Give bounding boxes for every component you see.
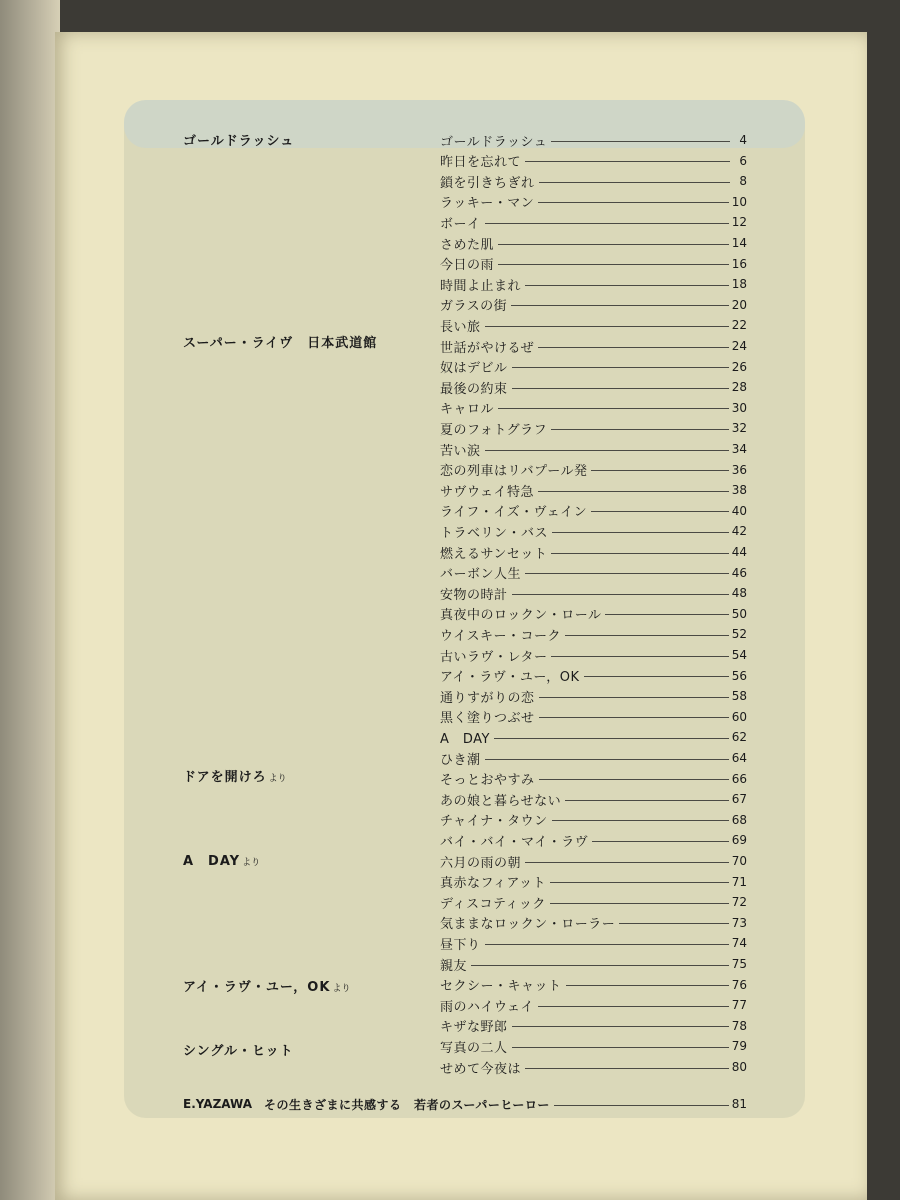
dot-leader (619, 923, 728, 924)
song-title: セクシー・キャット (440, 979, 562, 995)
song-title: 苦い涙 (440, 443, 481, 459)
page-number: 40 (731, 503, 747, 518)
song-title: ラッキー・マン (440, 196, 535, 212)
toc-entry (440, 522, 747, 540)
toc-entry (440, 419, 747, 437)
page-number: 79 (731, 1039, 747, 1054)
page-number: 76 (731, 977, 747, 992)
song-title: あの娘と暮らせない (440, 793, 562, 809)
page-number: 64 (731, 751, 747, 765)
song-title: 安物の時計 (440, 587, 508, 603)
toc-entry (440, 646, 747, 664)
toc-entry (440, 625, 747, 643)
dot-leader (498, 264, 729, 265)
toc-entry (440, 873, 747, 891)
song-title: ライフ・イズ・ヴェイン (440, 505, 588, 521)
toc-entry (440, 728, 747, 746)
song-title: キャロル (440, 402, 495, 418)
dot-leader (539, 182, 730, 183)
page-number: 14 (731, 236, 747, 250)
toc-entry (440, 770, 747, 788)
dot-leader (539, 697, 729, 698)
song-title: さめた肌 (440, 237, 495, 253)
toc-entry (440, 811, 747, 829)
section-heading (183, 332, 377, 351)
toc-entry (440, 687, 747, 705)
toc-entry (440, 337, 747, 355)
song-title: 今日の雨 (440, 258, 495, 274)
toc-entry (440, 255, 747, 273)
song-title: ウイスキー・コーク (440, 628, 561, 644)
page-number: 56 (731, 668, 747, 683)
song-title: アイ・ラヴ・ユー，OK (440, 670, 580, 686)
page-number: 36 (731, 462, 747, 477)
section-title: シングル・ヒット (183, 1044, 294, 1059)
page-number: 72 (731, 895, 747, 910)
song-title: バイ・バイ・マイ・ラヴ (440, 834, 589, 850)
toc-entry (440, 893, 747, 911)
song-title: 燃えるサンセット (440, 546, 548, 562)
toc-entry (440, 955, 747, 973)
section-heading (183, 766, 287, 785)
section-heading (183, 850, 260, 869)
dot-leader (565, 800, 729, 801)
toc-entry (440, 1037, 747, 1055)
footer-name: E.YAZAWA (183, 1097, 253, 1111)
dot-leader (538, 491, 729, 492)
dot-leader (512, 1047, 729, 1048)
dot-leader (498, 244, 729, 245)
page-number: 58 (731, 689, 747, 704)
dot-leader (525, 1068, 729, 1069)
song-title: 最後の約束 (440, 381, 508, 397)
page-number: 69 (731, 833, 747, 848)
page-number: 30 (731, 400, 747, 415)
toc-entry (440, 378, 747, 396)
toc-entry (440, 358, 747, 376)
page-number: 78 (731, 1018, 747, 1033)
dot-leader (525, 573, 729, 574)
dot-leader (512, 388, 729, 389)
dot-leader (551, 656, 728, 657)
footer-entry (183, 1095, 747, 1113)
song-title: 奴はデビル (440, 361, 508, 377)
dot-leader (538, 202, 728, 203)
dot-leader (566, 985, 729, 986)
section-title: ゴールドラッシュ (183, 134, 295, 149)
dot-leader (485, 944, 729, 945)
toc-entry (440, 316, 747, 334)
dot-leader (485, 223, 729, 224)
toc-entry (440, 708, 747, 726)
song-title: バーボン人生 (440, 567, 522, 583)
song-title: A DAY (440, 731, 490, 747)
section-title: ドアを開けろ (183, 770, 267, 785)
dot-leader (538, 347, 729, 348)
toc-entry (440, 275, 747, 293)
toc-entry (440, 296, 747, 314)
dot-leader (539, 779, 729, 780)
song-title: 長い旅 (440, 319, 481, 335)
toc-entry (440, 213, 747, 231)
page-number: 68 (731, 812, 747, 827)
dot-leader (554, 1105, 729, 1106)
dot-leader (592, 841, 728, 842)
toc-entry (440, 852, 747, 870)
dot-leader (494, 738, 729, 739)
dot-leader (591, 511, 729, 512)
song-title: 写真の二人 (440, 1040, 508, 1056)
page-number: 54 (731, 648, 747, 662)
dot-leader (525, 862, 729, 863)
page-number: 28 (731, 380, 747, 395)
song-title: トラベリン・バス (440, 525, 549, 541)
page-number: 80 (731, 1060, 747, 1074)
dot-leader (512, 594, 729, 595)
toc-entry (440, 564, 747, 582)
song-title: ひき潮 (440, 752, 481, 768)
section-title: スーパー・ライヴ 日本武道館 (183, 336, 378, 351)
toc-entry (440, 584, 747, 602)
page-number: 34 (731, 442, 747, 456)
toc-entry (440, 502, 747, 520)
page-number: 52 (731, 627, 747, 642)
toc-entry (440, 440, 747, 458)
dot-leader (525, 285, 729, 286)
page-number: 16 (731, 256, 747, 271)
song-title: 時間よ止まれ (440, 278, 522, 294)
dot-leader (552, 532, 729, 533)
song-title: 夏のフォトグラフ (440, 422, 548, 438)
toc-entry (440, 996, 747, 1014)
page-number: 32 (731, 421, 747, 436)
toc-entry (440, 193, 747, 211)
page-number: 62 (731, 730, 747, 745)
page-number: 71 (731, 874, 747, 889)
section-title: アイ・ラヴ・ユー，OK (183, 980, 331, 995)
toc-entry (440, 667, 747, 685)
song-title: 真夜中のロックン・ロール (440, 608, 602, 624)
toc-entry (440, 605, 747, 623)
song-title: ガラスの街 (440, 299, 508, 315)
toc-entry (440, 152, 747, 170)
page-number: 42 (731, 524, 747, 539)
song-title: キザな野郎 (440, 1020, 508, 1036)
toc-entry (440, 131, 747, 149)
dot-leader (605, 614, 728, 615)
section-heading (183, 1040, 294, 1059)
song-title: 真赤なフィアット (440, 876, 547, 892)
dot-leader (551, 429, 729, 430)
page-number: 70 (731, 854, 747, 868)
section-suffix: より (268, 774, 287, 784)
song-title: 世話がやけるぜ (440, 340, 535, 356)
toc-entry (440, 234, 747, 252)
song-title: せめて今夜は (440, 1061, 522, 1077)
toc-entry (440, 481, 747, 499)
footer-tagline: その生きざまに共感する 若者のスーパーヒーロー (264, 1097, 550, 1112)
song-title: 恋の列車はリバプール発 (440, 464, 588, 480)
toc-entry (440, 976, 747, 994)
song-title: ボーイ (440, 216, 481, 232)
dot-leader (538, 1006, 729, 1007)
toc-entry (440, 1058, 747, 1076)
page-number: 38 (731, 483, 747, 498)
song-title: チャイナ・タウン (440, 814, 548, 830)
dot-leader (511, 305, 729, 306)
dot-leader (591, 470, 728, 471)
song-title: ゴールドラッシュ (440, 134, 548, 150)
toc-entry (440, 543, 747, 561)
dot-leader (584, 676, 729, 677)
section-suffix: より (242, 858, 261, 868)
song-title: 黒く塗りつぶせ (440, 711, 535, 727)
page-number: 67 (731, 792, 747, 807)
dot-leader (471, 965, 729, 966)
page-number: 24 (731, 339, 747, 353)
dot-leader (485, 759, 729, 760)
dot-leader (485, 326, 729, 327)
section-heading (183, 976, 350, 995)
song-title: そっとおやすみ (440, 773, 535, 789)
song-title: 古いラヴ・レター (440, 649, 548, 665)
dot-leader (525, 161, 730, 162)
dot-leader (485, 450, 729, 451)
section-heading (183, 130, 294, 149)
toc-entry (440, 790, 747, 808)
page-number: 46 (731, 565, 747, 580)
song-title: 昨日を忘れて (440, 155, 522, 171)
section-suffix: より (332, 984, 351, 994)
song-title: 通りすがりの恋 (440, 690, 535, 706)
song-title: 雨のハイウェイ (440, 999, 534, 1015)
dot-leader (551, 141, 730, 142)
song-title: 気ままなロックン・ローラー (440, 917, 616, 933)
dot-leader (552, 820, 729, 821)
page-number: 44 (731, 545, 747, 559)
dot-leader (512, 367, 729, 368)
dot-leader (539, 717, 729, 718)
song-title: 鎖を引きちぎれ (440, 175, 535, 191)
toc-entry (440, 934, 747, 952)
page-number: 26 (731, 359, 747, 374)
page-number: 81 (731, 1097, 747, 1111)
page-number: 77 (731, 998, 747, 1013)
song-title: 六月の雨の朝 (440, 855, 522, 871)
toc-entry (440, 399, 747, 417)
dot-leader (565, 635, 729, 636)
page-number: 73 (731, 915, 747, 930)
page-number: 50 (731, 606, 747, 621)
page-number: 22 (731, 318, 747, 333)
dot-leader (498, 408, 729, 409)
page-number: 60 (731, 709, 747, 724)
toc-entry (440, 831, 747, 849)
song-title: 昼下り (440, 937, 481, 953)
page-number: 8 (739, 174, 747, 189)
toc-entry (440, 1017, 747, 1035)
page-number: 4 (739, 133, 747, 147)
page-number: 10 (731, 194, 747, 209)
song-title: ディスコティック (440, 896, 546, 912)
toc-entry (440, 461, 747, 479)
toc-entry (440, 172, 747, 190)
dot-leader (550, 903, 729, 904)
toc-entry (440, 749, 747, 767)
page-number: 18 (731, 277, 747, 292)
page-number: 48 (731, 586, 747, 601)
page-number: 6 (739, 153, 747, 168)
dot-leader (551, 553, 728, 554)
song-title: サヴウェイ特急 (440, 484, 534, 500)
song-title: 親友 (440, 958, 468, 974)
dot-leader (550, 882, 729, 883)
page-number: 66 (731, 771, 747, 786)
dot-leader (512, 1026, 729, 1027)
page-number: 74 (731, 936, 747, 951)
page-number: 12 (731, 215, 747, 230)
section-title: A DAY (183, 854, 241, 869)
page-number: 75 (731, 957, 747, 971)
page-number: 20 (731, 297, 747, 312)
toc-entry (440, 914, 747, 932)
